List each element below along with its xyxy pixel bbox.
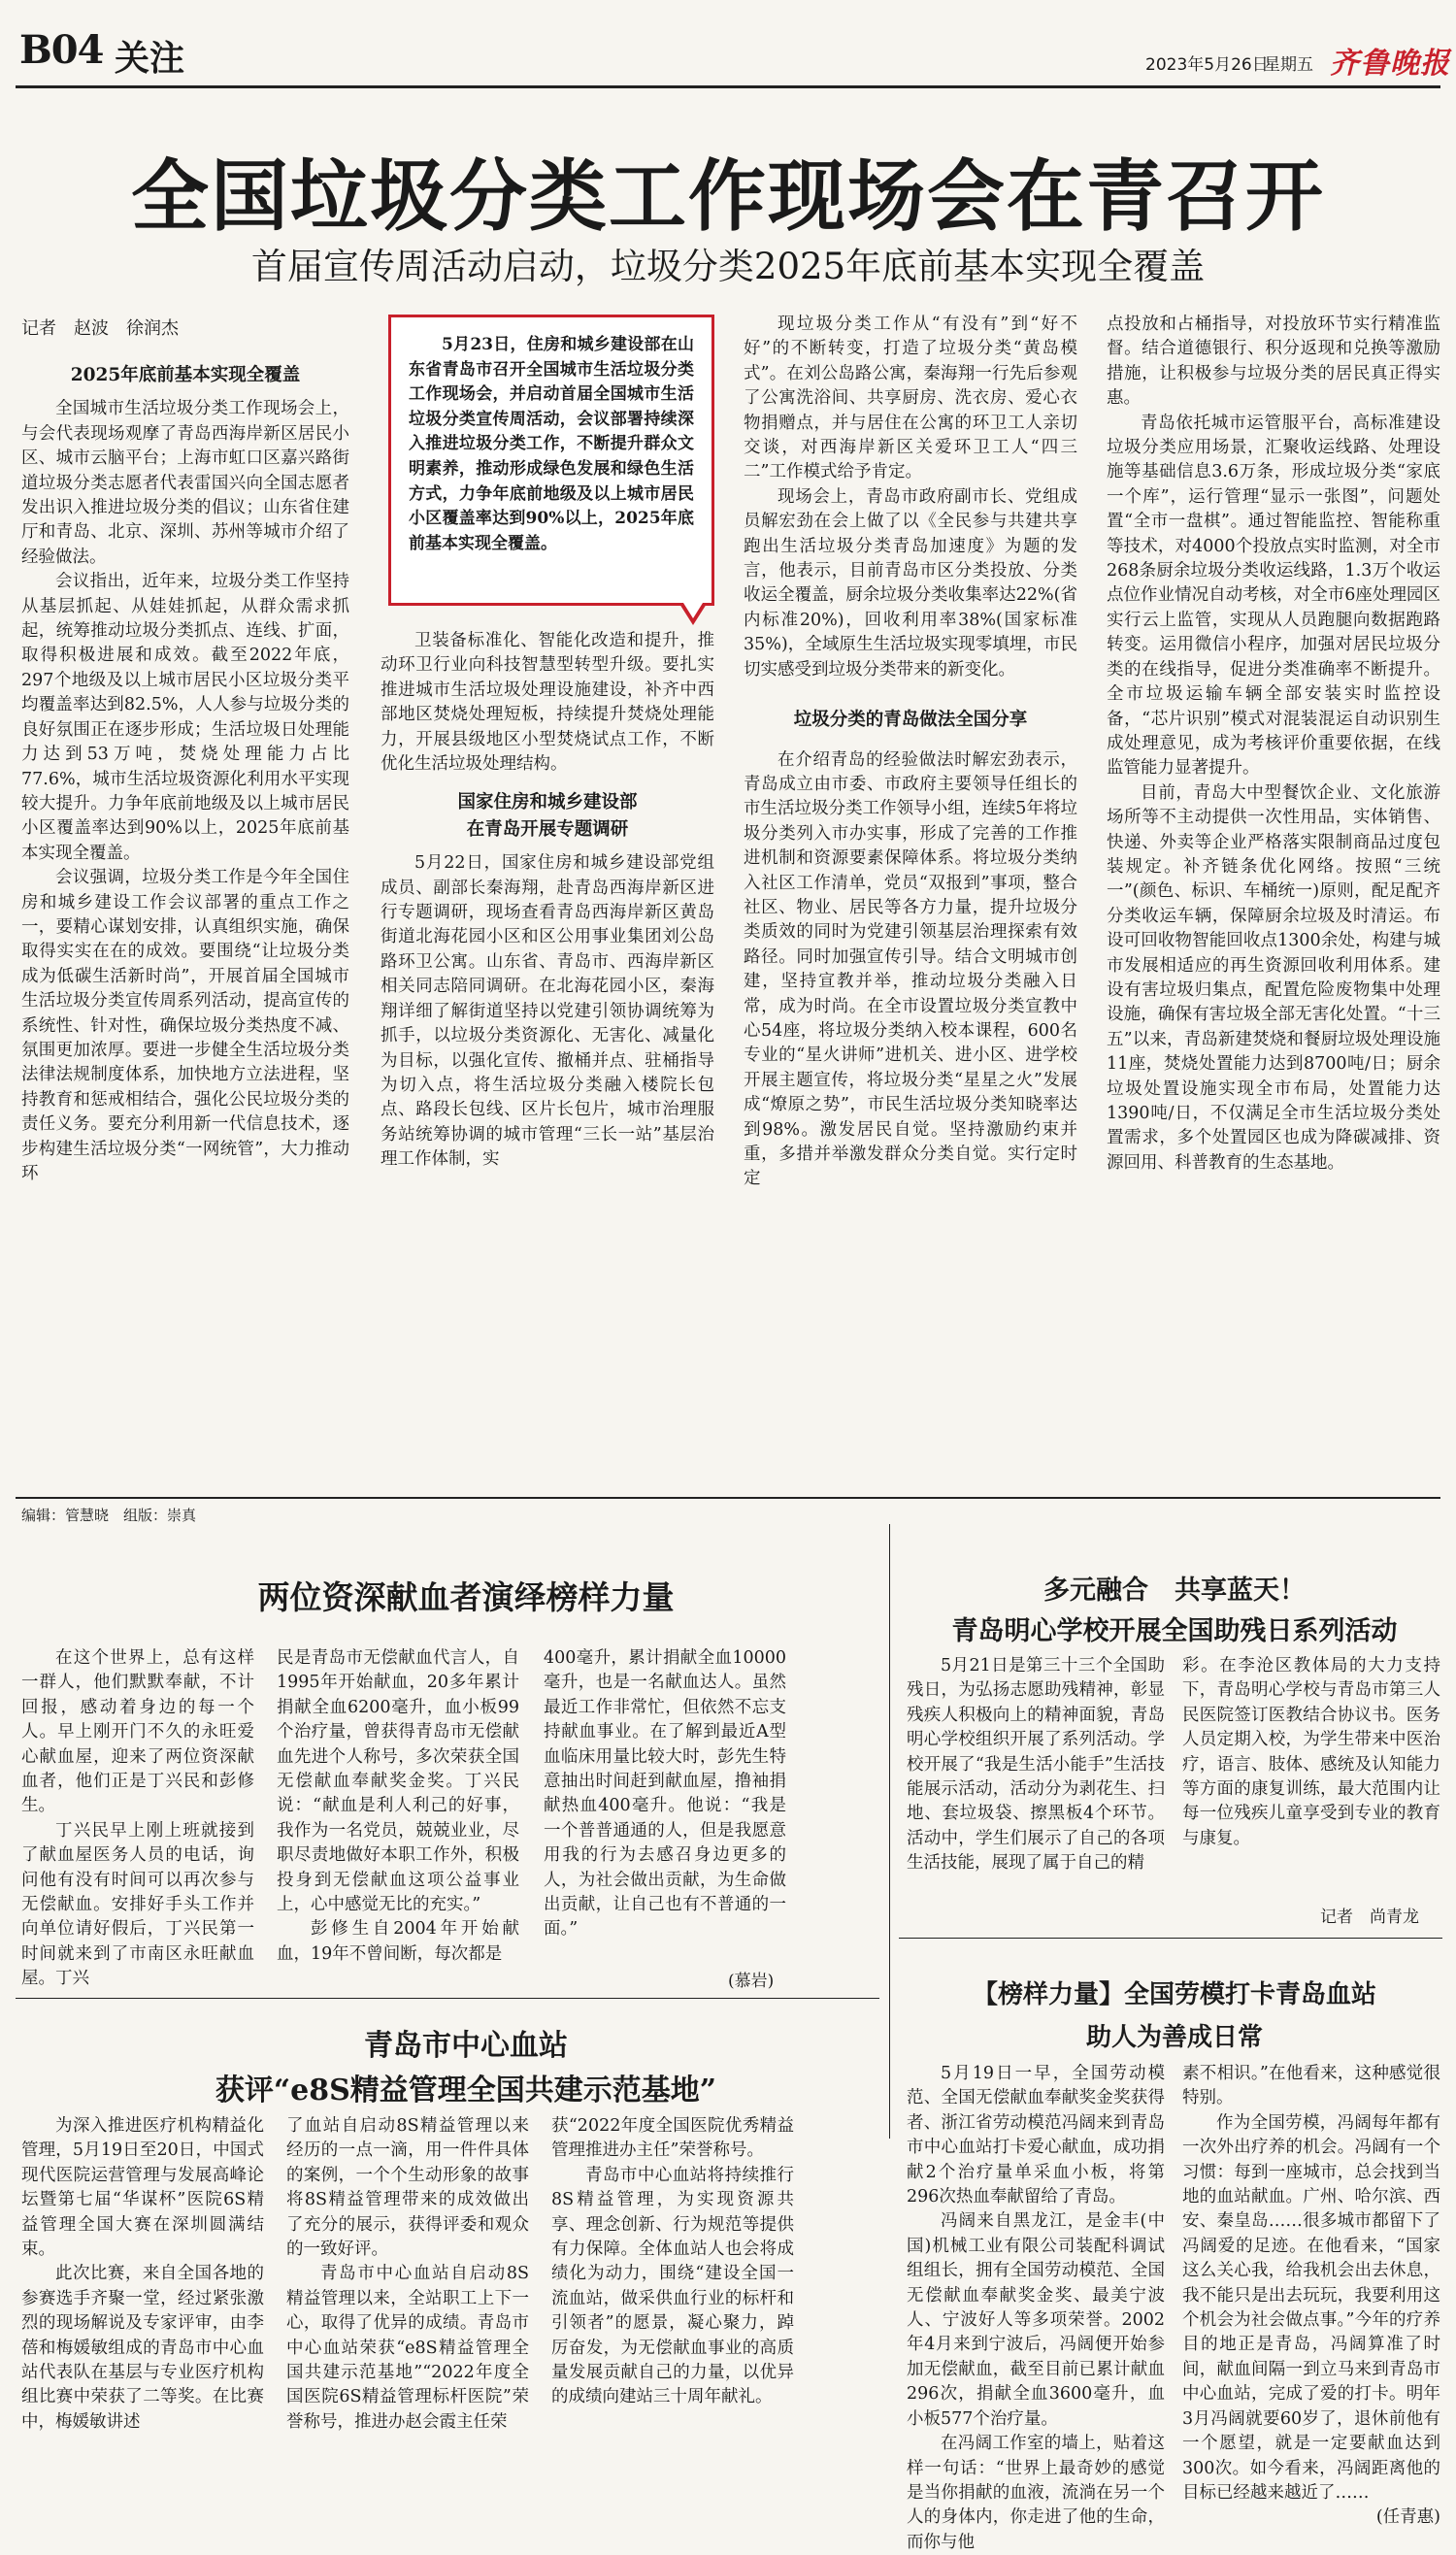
disability-paragraph: 5月21日是第三十三个全国助残日，为弘扬志愿助残精神，彰显残疾人积极向上的精神面貌，青岛明心学校组织开展了系列活动。学校开展了“我是生活小能手”生活技能展示活动，活动分为剥花生、扫地、套垃圾袋、擦黑板4个环节。活动中，学生们展示了自己的各项生活技能，展现了属于自己的精 xyxy=(907,1656,1165,1874)
editor-credit: 编辑：管慧晓 组版：崇真 xyxy=(21,1507,197,1524)
lead-subhead-2a: 国家住房和城乡建设部 xyxy=(457,792,638,813)
labor-headline-1: 【榜样力量】全国劳模打卡青岛血站 xyxy=(972,1980,1376,2009)
page-number: B04 xyxy=(19,27,104,73)
disability-byline: 记者 尚青龙 xyxy=(1320,1908,1419,1927)
center-paragraph: 此次比赛，来自全国各地的参赛选手齐聚一堂，经过紧张激烈的现场解说及专家评审，由李蓓和梅媛敏组成的青岛市中心血站代表队在基层与专业医疗机构组比赛中荣获了二等奖。在比赛中，梅媛敏讲述 xyxy=(21,2264,264,2432)
lead-paragraph: 现垃圾分类工作从“有没有”到“好不好”的不断转变，打造了垃圾分类“黄岛模式”。在刘公岛路公寓，秦海翔一行先后参观了公寓洗浴间、共享厨房、洗衣房、爱心衣物捐赠点，并与居住在公寓的环卫工人亲切交谈，对西海岸新区关爱环卫工人“四三二”工作模式给予肯定。 xyxy=(744,315,1077,482)
donors-paragraph: 在这个世界上，总有这样一群人，他们默默奉献，不计回报，感动着身边的每一个人。早上刚开门不久的永旺爱心献血屋，迎来了两位资深献血者，他们正是丁兴民和彭修生。 xyxy=(21,1648,254,1816)
center-headline-1: 青岛市中心血站 xyxy=(364,2029,568,2063)
labor-paragraph: 素不相识。”在他看来，这种感觉很特别。 xyxy=(1182,2064,1440,2108)
left-mid-rule xyxy=(16,1998,879,1999)
labor-paragraph: 在冯阔工作室的墙上，贴着这样一句话：“世界上最奇妙的感觉是当你捐献的血液，流淌在另一个人的身体内，你走进了他的生命，而你与他 xyxy=(907,2434,1165,2552)
lead-byline: 记者 赵波 徐润杰 xyxy=(21,318,179,339)
lead-subhead-1: 2025年底前基本实现全覆盖 xyxy=(70,365,301,385)
lead-subhead-2b: 在青岛开展专题调研 xyxy=(466,818,629,840)
lead-paragraph: 目前，青岛大中型餐饮企业、文化旅游场所等不主动提供一次性用品，实体销售、快递、外卖等企业严格落实限制商品过度包装规定。补齐链条优化网络。按照“三统一”(颜色、标识、车桶统一)原则，配足配齐分类收运车辆，保障厨余垃圾及时清运。布设可回收物智能回收点1300余处，构建与城市发展相适应的再生资源回收利用体系。建设有害垃圾归集点，配置危险废物集中处理设施，确保有害垃圾全部无害化处置。“十三五”以来，青岛新建焚烧和餐厨垃圾处理设施11座，焚烧处置能力达到8700吨/日；厨余垃圾处置设施实现全市布局，处置能力达1390吨/日，不仅满足全市生活垃圾分类处置需求，多个处置园区也成为降碳减排、资源回用、科普教育的生态基地。 xyxy=(1107,782,1440,1173)
donors-paragraph: 400毫升，累计捐献全血10000毫升，也是一名献血达人。虽然最近工作非常忙，但依然不忘支持献血事业。在了解到最近A型血临床用量比较大时，彭先生特意抽出时间赶到献血屋，撸袖捐献热血400毫升。他说：“我是一个普普通通的人，但是我愿意用我的行为去感召身边更多的人，为社会做出贡献，为生命做出贡献，让自己也有不普通的一面。” xyxy=(544,1648,786,1940)
donors-column-3 xyxy=(544,1646,786,1957)
disability-column-2 xyxy=(1182,1654,1440,1887)
labor-column-2 xyxy=(1182,2062,1440,2528)
lead-subhead-3: 垃圾分类的青岛做法全国分享 xyxy=(793,710,1028,731)
center-paragraph: 为深入推进医疗机构精益化管理，5月19日至20日，中国式现代医院运营管理与发展高峰论坛暨第七届“华谋杯”医院6S精益管理全国大赛在深圳圆满结束。 xyxy=(21,2116,264,2260)
header-rule xyxy=(16,85,1440,88)
disability-column-1 xyxy=(907,1654,1165,1945)
section-label: 关注 xyxy=(115,38,185,79)
donors-column-2 xyxy=(277,1646,519,1976)
issue-date: 2023年5月26日 xyxy=(1145,55,1269,75)
donors-byline: (慕岩) xyxy=(728,1972,775,1991)
callout-pointer-inner xyxy=(683,603,703,618)
lead-paragraph: 在介绍青岛的经验做法时解宏劲表示，青岛成立由市委、市政府主要领导任组长的市生活垃圾分类工作领导小组，连续5年将垃圾分类列入市办实事，形成了完善的工作推进机制和资源要素保障体系。将垃圾分类纳入社区工作清单，党员“双报到”事项，整合社区、物业、居民等各方力量，提升垃圾分类质效的同时为党建引领基层治理探索有效路径。同时加强宣传引导。结合文明城市创建，坚持宣教并举，推动垃圾分类融入日常，成为时尚。在全市设置垃圾分类宣教中心54座，将垃圾分类纳入校本课程，600名专业的“星火讲师”进机关、进小区、进学校开展主题宣传，将垃圾分类“星星之火”发展成“燎原之势”，市民生活垃圾分类知晓率达到98%。激发居民自觉。坚持激励约束并重，多措并举激发群众分类自觉。实行定时定 xyxy=(744,749,1077,1189)
lead-paragraph: 点投放和占桶指导，对投放环节实行精准监督。结合道德银行、积分返现和兑换等激励措施，让积极参与垃圾分类的居民真正得实惠。 xyxy=(1107,315,1440,409)
lead-paragraph: 卫装备标准化、智能化改造和提升，推动环卫行业向科技智慧型转型升级。要扎实推进城市生活垃圾处理设施建设，补齐中西部地区焚烧处理短板，持续提升焚烧处理能力，开展县级地区小型焚烧试点工作，不断优化生活垃圾处理结构。 xyxy=(381,631,714,775)
lead-paragraph: 5月22日，国家住房和城乡建设部党组成员、副部长秦海翔，赴青岛西海岸新区进行专题调研，现场查看青岛西海岸新区黄岛街道北海花园小区和区公用事业集团刘公岛路环卫公寓。山东省、青岛市、西海岸新区相关同志陪同调研。在北海花园小区，秦海翔详细了解街道坚持以党建引领协调统筹为抓手，以垃圾分类资源化、无害化、减量化为目标，以强化宣传、撤桶并点、驻桶指导为切入点，将生活垃圾分类融入楼院长包点、路段长包线、区片长包片，城市治理服务站统筹协调的城市管理“三长一站”基层治理工作体制，实 xyxy=(381,853,714,1170)
center-column-1 xyxy=(21,2114,264,2432)
donors-column-1 xyxy=(21,1646,254,1989)
labor-paragraph: 5月19日一早，全国劳动模范、全国无偿献血奉献奖金奖获得者、浙江省劳动模范冯阔来到青岛市中心血站打卡爱心献血，成功捐献2个治疗量单采血小板，将第296次热血奉献留给了青岛。 xyxy=(907,2064,1165,2207)
center-paragraph: 获“2022年度全国医院优秀精益管理推进办主任”荣誉称号。 xyxy=(551,2116,794,2161)
vertical-divider xyxy=(889,1524,890,2139)
donors-headline: 两位资深献血者演绎榜样力量 xyxy=(257,1578,675,1616)
issue-weekday: 星期五 xyxy=(1264,55,1313,75)
lead-column-3 xyxy=(744,313,1095,1487)
labor-paragraph: 作为全国劳模，冯阔每年都有一次外出疗养的机会。冯阔有一个习惯：每到一座城市，总会找到当地的血站献血。广州、哈尔滨、西安、秦皇岛……很多城市都留下了冯阔爱的足迹。在他看来，“国家这么关心我，给我机会出去休息，我不能只是出去玩玩，我要利用这个机会为社会做点事。”今年的疗养目的地正是青岛，冯阔算准了时间，献血间隔一到立马来到青岛市中心血站，完成了爱的打卡。明年3月冯阔就要60岁了，退休前他有一个愿望，就是一定要献血达到300次。如今看来，冯阔距离他的目标已经越来越近了…… xyxy=(1182,2112,1440,2503)
lead-summary-text: 5月23日，住房和城乡建设部在山东省青岛市召开全国城市生活垃圾分类工作现场会，并启动首届全国城市生活垃圾分类宣传周活动，会议部署持续深入推进垃圾分类工作，不断提升群众文明素养，推动形成绿色发展和绿色生活方式，力争年底前地级及以上城市居民小区覆盖率达到90%以上，2025年底前基本实现全覆盖。 xyxy=(409,335,694,553)
center-paragraph: 青岛市中心血站自启动8S精益管理以来，全站职工上下一心，取得了优异的成绩。青岛市中心血站荣获“e8S精益管理全国共建示范基地”“2022年度全国医院6S精益管理标杆医院”荣誉称号，推进办赵会霞主任荣 xyxy=(286,2264,529,2432)
center-headline-2: 获评“e8S精益管理全国共建示范基地” xyxy=(215,2074,717,2107)
lead-paragraph: 全国城市生活垃圾分类工作现场会上，与会代表现场观摩了青岛西海岸新区居民小区、城市云脑平台；上海市虹口区嘉兴路街道垃圾分类志愿者代表雷国兴向全国志愿者发出识入推进垃圾分类的倡议；山东省住建厅和青岛、北京、深圳、苏州等城市介绍了经验做法。 xyxy=(21,399,349,567)
labor-paragraph: 冯阔来自黑龙江，是金丰(中国)机械工业有限公司装配科调试组组长，拥有全国劳动模范、全国无偿献血奉献奖金奖、最美宁波人、宁波好人等多项荣誉。2002年4月来到宁波后，冯阔便开始参加无偿献血，截至目前已累计献血296次，捐献全血3600毫升，血小板577个治疗量。 xyxy=(907,2211,1165,2429)
right-mid-rule xyxy=(899,1938,1442,1939)
brand-logo: 齐鲁晚报 xyxy=(1330,47,1450,81)
disability-headline-2: 青岛明心学校开展全国助残日系列活动 xyxy=(951,1616,1398,1646)
lead-summary-callout xyxy=(388,315,714,606)
donors-paragraph: 丁兴民早上刚上班就接到了献血屋医务人员的电话，询问他有没有时间可以再次参与无偿献血。安排好手头工作并向单位请好假后，丁兴民第一时间就来到了市南区永旺献血屋。丁兴 xyxy=(21,1820,254,1989)
labor-byline: (任青惠) xyxy=(1375,2507,1440,2528)
disability-headline-1: 多元融合 共享蓝天！ xyxy=(1043,1576,1306,1606)
lead-paragraph: 会议指出，近年来，垃圾分类工作坚持从基层抓起、从娃娃抓起，从群众需求抓起，统筹推动垃圾分类抓点、连线、扩面，取得积极进展和成效。截至2022年底，297个地级及以上城市居民小区垃圾分类平均覆盖率达到82.5%，人人参与垃圾分类的良好氛围正在逐步形成；生活垃圾日处理能力达到53万吨，焚烧处理能力占比77.6%，城市生活垃圾资源化利用水平实现较大提升。力争年底前地级及以上城市居民小区覆盖率达到90%以上，2025年底前基本实现全覆盖。 xyxy=(21,572,349,863)
lead-subheadline: 首届宣传周活动启动，垃圾分类2025年底前基本实现全覆盖 xyxy=(250,246,1206,287)
lead-bottom-rule xyxy=(16,1497,1440,1499)
lead-column-2 xyxy=(381,629,714,1487)
labor-headline-2: 助人为善成日常 xyxy=(1085,2023,1263,2052)
labor-column-1 xyxy=(907,2062,1165,2552)
center-paragraph: 了血站自启动8S精益管理以来经历的一点一滴，用一件件具体的案例，一个个生动形象的故事将8S精益管理带来的成效做出了充分的展示，获得评委和观众的一致好评。 xyxy=(286,2116,529,2260)
center-column-2 xyxy=(286,2114,529,2432)
disability-paragraph: 彩。在李沧区教体局的大力支持下，青岛明心学校与青岛市第三人民医院签订医教结合协议书。医务人员定期入校，为学生带来中医治疗，语言、肢体、感统及认知能力等方面的康复训练，最大范围内让每一位残疾儿童享受到专业的教育与康复。 xyxy=(1182,1656,1440,1848)
lead-column-1 xyxy=(21,363,349,1487)
donors-paragraph: 民是青岛市无偿献血代言人，自1995年开始献血，20多年累计捐献全血6200毫升，血小板99个治疗量，曾获得青岛市无偿献血先进个人称号，多次荣获全国无偿献血奉献奖金奖。丁兴民说：“献血是利人利己的好事，我作为一名党员，兢兢业业，尽职尽责地做好本职工作外，积极投身到无偿献血这项公益事业上，心中感觉无比的充实。” xyxy=(277,1648,519,1915)
lead-paragraph: 青岛依托城市运管服平台，高标准建设垃圾分类应用场景，汇聚收运线路、处理设施等基础信息3.6万条，形成垃圾分类“家底一个库”，运行管理“显示一张图”，问题处置“全市一盘棋”。通过智能监控、智能称重等技术，对4000个投放点实时监测，对全市268条厨余垃圾分类收运线路，1.3万个收运点位作业情况自动考核，对全市6座处理园区实行云上监管，实现从人员跑腿向数据跑路转变。运用微信小程序，加强对居民垃圾分类的在线指导，促进分类准确率不断提升。全市垃圾运输车辆全部安装实时监控设备，“芯片识别”模式对混装混运自动识别生成处理意见，成为考核评价重要依据，在线监管能力显著提升。 xyxy=(1107,413,1440,779)
lead-headline: 全国垃圾分类工作现场会在青召开 xyxy=(131,150,1325,242)
donors-paragraph: 彭修生自2004年开始献血，19年不曾间断，每次都是 xyxy=(277,1919,519,1964)
lead-paragraph: 现场会上，青岛市政府副市长、党组成员解宏劲在会上做了以《全民参与共建共享 跑出生活垃圾分类青岛加速度》为题的发言，他表示，目前青岛市区分类投放、分类收运全覆盖，厨余垃圾分类收集率达22%(省内标准20%)，回收利用率38%(国家标准35%)，全域原生生活垃圾实现零填埋，市民切实感受到垃圾分类带来的新变化。 xyxy=(744,486,1095,680)
center-column-3 xyxy=(551,2114,794,2407)
lead-paragraph: 会议强调，垃圾分类工作是今年全国住房和城乡建设工作会议部署的重点工作之一，要精心谋划安排，认真组织实施，确保取得实实在在的成效。要围绕“让垃圾分类成为低碳生活新时尚”，开展首届全国城市生活垃圾分类宣传周系列活动，提高宣传的系统性、针对性，确保垃圾分类热度不减、氛围更加浓厚。要进一步健全生活垃圾分类法律法规制度体系，加快地方立法进程，坚持教育和惩戒相结合，强化公民垃圾分类的责任义务。要充分利用新一代信息技术，逐步构建生活垃圾分类“一网统管”，大力推动环 xyxy=(21,868,349,1183)
center-paragraph: 青岛市中心血站将持续推行8S精益管理，为实现资源共享、理念创新、行为规范等提供有力保障。全体血站人也会将成绩化为动力，围绕“建设全国一流血站，做采供血行业的标杆和引领者”的愿景，凝心聚力，踔厉奋发，为无偿献血事业的高质量发展贡献自己的力量，以优异的成绩向建站三十周年献礼。 xyxy=(551,2165,794,2407)
lead-column-4 xyxy=(1107,313,1440,1487)
